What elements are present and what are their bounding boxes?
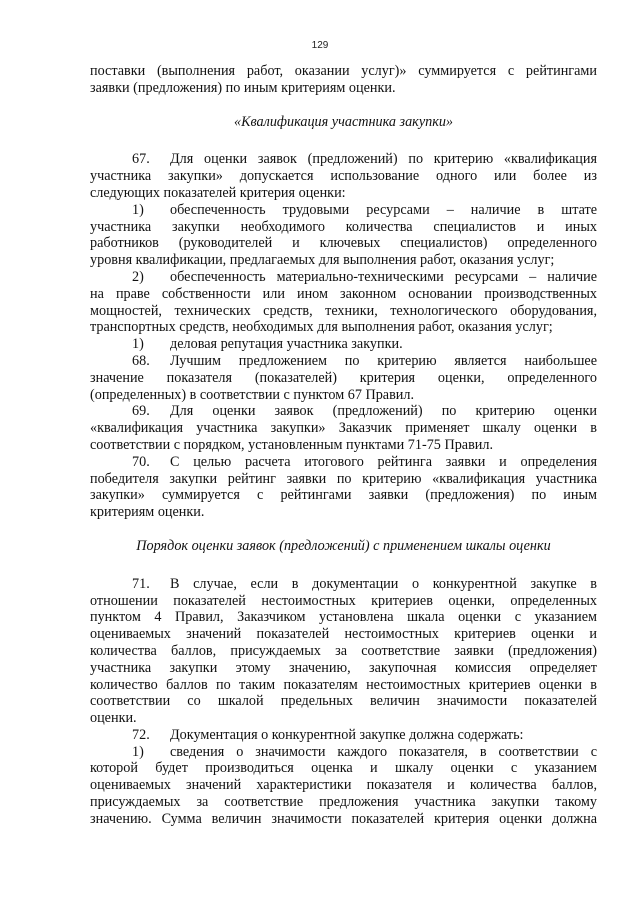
paragraph-line: уровня квалификации, предлагаемых для выполнения работ, оказания услуг; (90, 252, 555, 269)
paragraph-line (90, 576, 597, 593)
paragraph-line: оцениваемых значений характеристики показателя и количества баллов, (90, 777, 597, 794)
paragraph-line: значению. Сумма величин значимости показателей критерия оценки должна (90, 810, 597, 827)
numbered-paragraph (90, 576, 597, 727)
paragraph-line (90, 151, 597, 168)
paragraph-line: которой будет производиться оценка и шкалу оценки с указанием (90, 760, 597, 777)
section-heading: «Квалификация участника закупки» (233, 113, 454, 130)
paragraph-line: победителя закупки рейтинг заявки по критерию «квалификация участника (90, 470, 597, 487)
page-number: 129 (311, 40, 329, 51)
paragraph-line: закупки» суммируется с рейтингами заявки (предложения) по иным (90, 487, 597, 504)
paragraph-text: С целью расчета итогового рейтинга заявки и определения (170, 453, 597, 470)
paragraph-line: участника закупки необходимого количества специалистов и иных (90, 218, 597, 235)
intro-line: поставки (выполнения работ, оказании услуг)» суммируется с рейтингами (90, 63, 597, 79)
paragraph-line (90, 269, 597, 286)
paragraph-line: соответствии с порядком, установленным пунктами 71-75 Правил. (90, 436, 493, 453)
paragraph-number: 1) (132, 336, 144, 353)
paragraph-text: обеспеченность материально-техническими ресурсами – наличие (170, 268, 597, 285)
numbered-paragraph (90, 353, 597, 403)
numbered-paragraph (90, 202, 597, 269)
paragraph-line: соответствии со шкалой предельных величин значимости показателей (90, 693, 597, 710)
paragraph-line (90, 744, 597, 761)
paragraph-line: транспортных средств, необходимых для выполнения работ, оказания услуг; (90, 319, 553, 336)
paragraph-line: «квалификация участника закупки» Заказчик применяет шкалу оценки в (90, 420, 597, 437)
paragraph-number: 67. (132, 151, 150, 168)
paragraph-line (90, 727, 597, 744)
paragraph-text: Для оценки заявок (предложений) по критерию оценки (170, 403, 597, 420)
numbered-paragraph (90, 454, 597, 521)
numbered-paragraph (90, 336, 597, 353)
paragraph-line: количества баллов, присуждаемых за соответствие заявки (предложения) (90, 642, 597, 659)
paragraph-number: 70. (132, 453, 150, 470)
paragraph-line: критериям оценки. (90, 504, 205, 521)
paragraph-number: 1) (132, 201, 144, 218)
paragraph-line (90, 202, 597, 219)
paragraph-line (90, 336, 597, 353)
numbered-paragraph (90, 403, 597, 453)
numbered-paragraph (90, 151, 597, 201)
paragraph-line: оцениваемых значений показателей нестоимостных критериев оценки и (90, 626, 597, 643)
paragraph-text: Документация о конкурентной закупке должна содержать: (170, 726, 524, 743)
paragraph-line: отношении показателей нестоимостных критериев оценки, определенных (90, 592, 597, 609)
paragraph-line: (определенных) в соответствии с пунктом 67 Правил. (90, 386, 415, 403)
numbered-paragraph (90, 744, 597, 828)
numbered-paragraph (90, 269, 597, 336)
paragraph-number: 69. (132, 403, 150, 420)
paragraph-text: обеспеченность трудовыми ресурсами – наличие в штате (170, 201, 597, 218)
paragraph-line: работников (руководителей и ключевых специалистов) определенного (90, 235, 597, 252)
paragraph-text: Лучшим предложением по критерию является наибольшее (170, 352, 597, 369)
paragraph-line (90, 403, 597, 420)
paragraph-line: присуждаемых за соответствие предложения участника закупки такому (90, 794, 597, 811)
paragraph-line: участника закупки этому значению, закупочная комиссия определяет (90, 659, 597, 676)
paragraph-number: 2) (132, 268, 144, 285)
paragraph-text: сведения о значимости каждого показателя, в соответствии с (170, 743, 597, 760)
paragraph-number: 72. (132, 726, 150, 743)
paragraph-text: В случае, если в документации о конкурентной закупке в (170, 575, 597, 592)
paragraph-line: участника закупки» допускается использование одного или более из (90, 168, 597, 185)
intro-line: заявки (предложения) по иным критериям оценки. (90, 79, 396, 96)
paragraph-line: оценки. (90, 710, 137, 727)
paragraph-line (90, 353, 597, 370)
paragraph-line: на праве собственности или ином законном основании производственных (90, 285, 597, 302)
paragraph-line (90, 454, 597, 471)
paragraph-number: 71. (132, 575, 150, 592)
numbered-paragraph (90, 727, 597, 744)
paragraph-number: 68. (132, 352, 150, 369)
paragraph-text: Для оценки заявок (предложений) по критерию «квалификация (170, 151, 597, 168)
paragraph-line: количество баллов по таким показателям нестоимостных критериев оценки в (90, 676, 597, 693)
document-body (90, 63, 597, 828)
paragraph-line: следующих показателей критерия оценки: (90, 184, 346, 201)
section-heading: Порядок оценки заявок (предложений) с применением шкалы оценки (136, 537, 551, 554)
paragraph-line: значение показателя (показателей) критерия оценки, определенного (90, 369, 597, 386)
paragraph-number: 1) (132, 743, 144, 760)
paragraph-line: пунктом 4 Правил, Заказчиком установлена шкала оценки с указанием (90, 609, 597, 626)
paragraph-text: деловая репутация участника закупки. (170, 336, 403, 353)
paragraph-line: мощностей, технических средств, техники, технологического оборудования, (90, 302, 597, 319)
